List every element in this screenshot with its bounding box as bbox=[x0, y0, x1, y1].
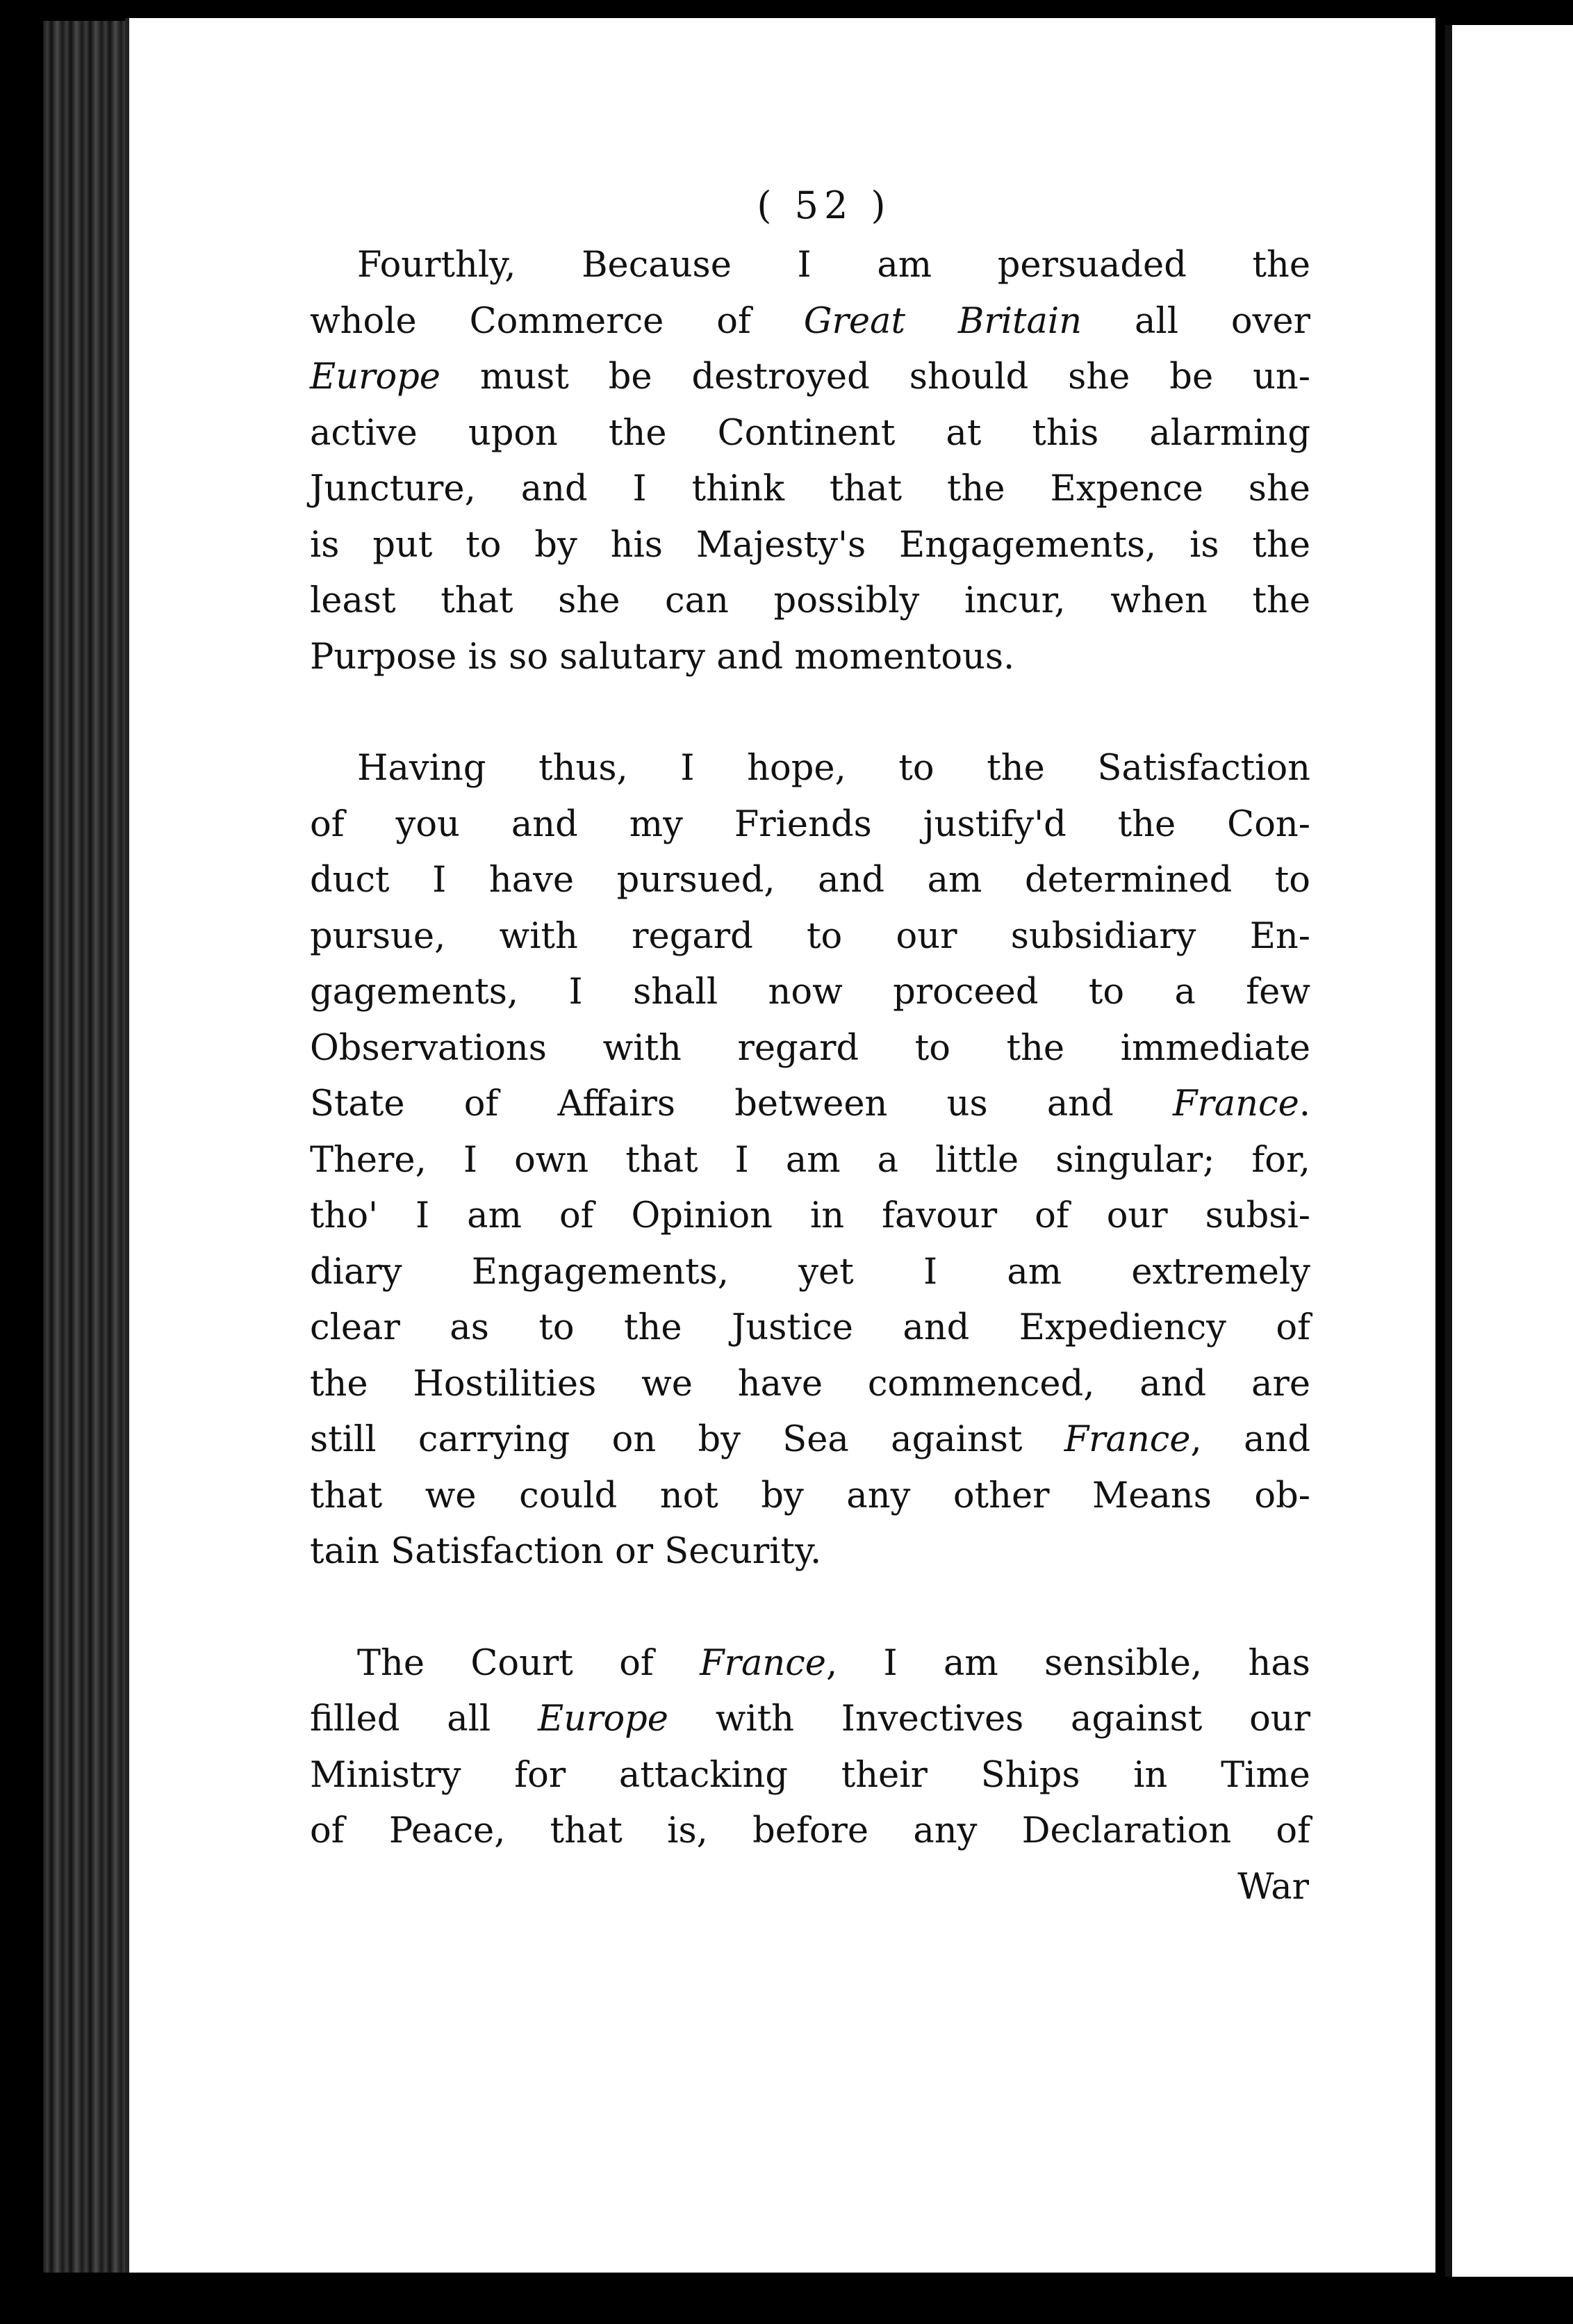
text-line: Ministry for attacking their Ships in Time bbox=[310, 1754, 1310, 1796]
text-line: least that she can possibly incur, when the bbox=[310, 580, 1310, 621]
paragraph bbox=[310, 1636, 1310, 1916]
text-line: filled all Europe with Invectives against our bbox=[310, 1699, 1310, 1740]
text-line: Europe must be destroyed should she be un- bbox=[310, 357, 1310, 398]
text-line: still carrying on by Sea against France, and bbox=[310, 1419, 1310, 1460]
book-spine bbox=[43, 21, 125, 2273]
paragraph bbox=[310, 238, 1310, 685]
text-line: Purpose is so salutary and momentous. bbox=[310, 636, 1015, 678]
text-line: tain Satisfaction or Security. bbox=[310, 1531, 822, 1572]
text-line: whole Commerce of Great Britain all over bbox=[310, 300, 1311, 342]
paragraph-gap bbox=[310, 685, 1310, 741]
page-number-header: ( 52 ) bbox=[757, 183, 891, 227]
text-line: There, I own that I am a little singular; for, bbox=[310, 1139, 1310, 1181]
page-text bbox=[310, 174, 1310, 1915]
text-line: Juncture, and I think that the Expence she bbox=[310, 468, 1310, 509]
text-line: Observations with regard to the immediate bbox=[310, 1027, 1310, 1069]
text-line: Having thus, I hope, to the Satisfaction bbox=[357, 748, 1310, 789]
paragraph bbox=[310, 741, 1310, 1580]
text-line: pursue, with regard to our subsidiary En- bbox=[310, 915, 1310, 957]
text-line: duct I have pursued, and am determined to bbox=[310, 860, 1310, 901]
text-line: is put to by his Majesty's Engagements, is the bbox=[310, 524, 1310, 566]
text-line: diary Engagements, yet I am extremely bbox=[310, 1251, 1310, 1293]
text-line: that we could not by any other Means ob- bbox=[310, 1475, 1310, 1516]
text-line: tho' I am of Opinion in favour of our subsi- bbox=[310, 1195, 1310, 1236]
text-line: gagements, I shall now proceed to a few bbox=[310, 972, 1310, 1013]
text-line: clear as to the Justice and Expediency of bbox=[310, 1307, 1310, 1348]
paragraph-gap bbox=[310, 1580, 1310, 1636]
facing-page-edge bbox=[1445, 25, 1573, 2277]
text-line: of you and my Friends justify'd the Con- bbox=[310, 803, 1310, 845]
text-line: the Hostilities we have commenced, and are bbox=[310, 1363, 1310, 1405]
text-line: of Peace, that is, before any Declaration of bbox=[310, 1810, 1310, 1851]
text-line: Fourthly, Because I am persuaded the bbox=[357, 245, 1310, 286]
text-line: State of Affairs between us and France. bbox=[310, 1083, 1310, 1124]
text-line: The Court of France, I am sensible, has bbox=[357, 1642, 1310, 1684]
catchword: War bbox=[1237, 1866, 1309, 1908]
text-line: active upon the Continent at this alarming bbox=[310, 412, 1310, 454]
